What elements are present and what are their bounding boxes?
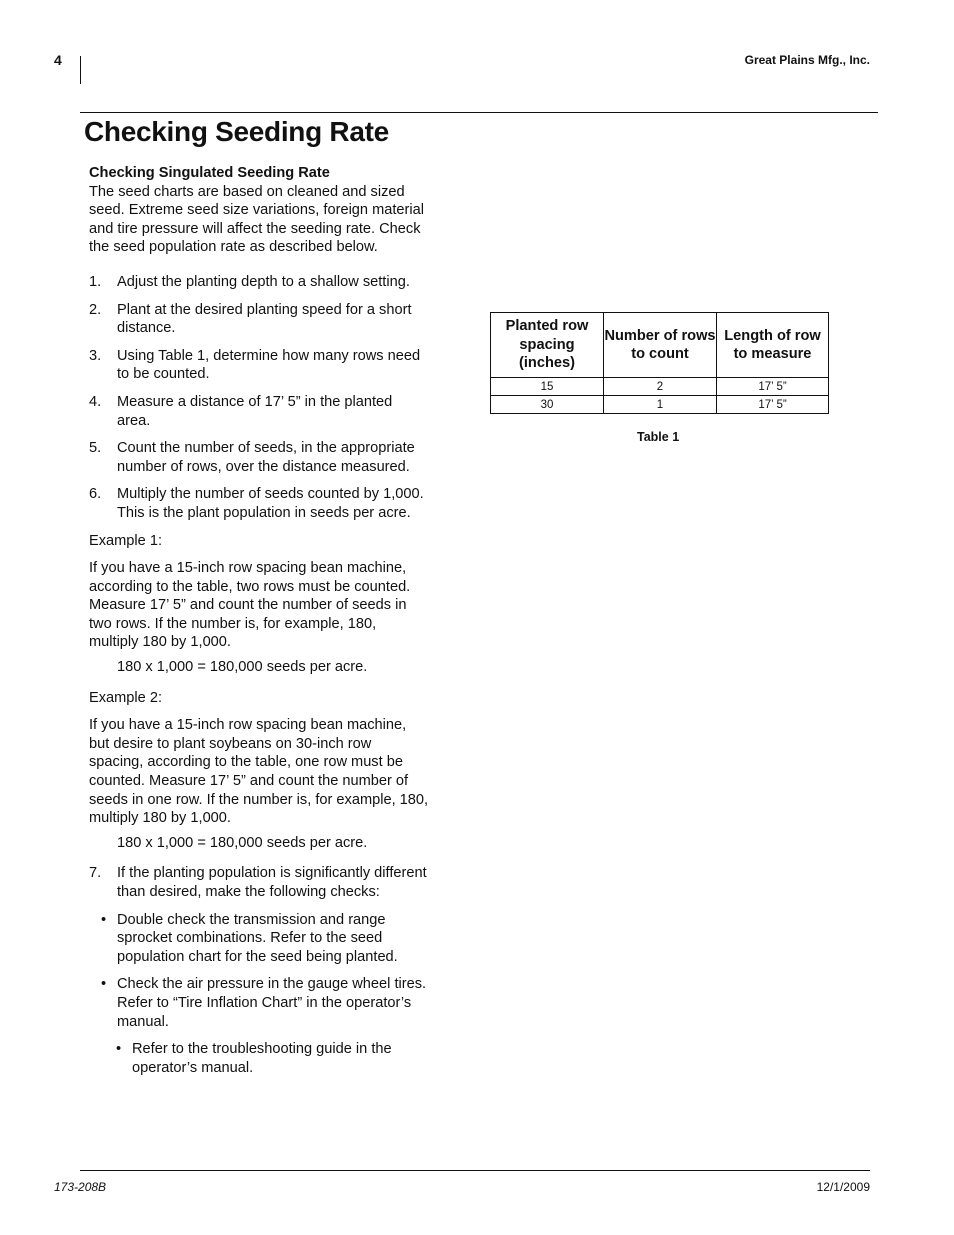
step-item bbox=[89, 301, 429, 338]
step-item bbox=[89, 439, 429, 476]
bullet-text: Refer to the troubleshooting guide in the operator’s manual. bbox=[132, 1041, 392, 1076]
step-item bbox=[89, 485, 429, 522]
step-number: 1. bbox=[89, 273, 102, 290]
step-text: Plant at the desired planting speed for a short distance. bbox=[117, 301, 412, 337]
step-item bbox=[89, 864, 429, 901]
step-text: Adjust the planting depth to a shallow setting. bbox=[117, 273, 410, 290]
step-item bbox=[89, 393, 429, 430]
row-count-table bbox=[490, 312, 829, 414]
intro-paragraph: The seed charts are based on cleaned and sized seed. Extreme seed size variations, foreign material and tire pressure will affect the seeding rate. Check the seed population rate as described below. bbox=[89, 183, 425, 256]
table-cell: 17’ 5” bbox=[717, 378, 829, 396]
step-number: 4. bbox=[89, 393, 102, 410]
example-2-calculation: 180 x 1,000 = 180,000 seeds per acre. bbox=[117, 834, 368, 851]
table-cell: 30 bbox=[491, 396, 604, 414]
step-number: 3. bbox=[89, 347, 102, 364]
body-column bbox=[89, 164, 429, 1086]
step-text: Using Table 1, determine how many rows need to be counted. bbox=[117, 347, 421, 383]
step-text: Count the number of seeds, in the appropriate number of rows, over the distance measured. bbox=[117, 440, 415, 475]
document-date: 12/1/2009 bbox=[816, 1180, 870, 1194]
step-text: Multiply the number of seeds counted by 1,000. This is the plant population in seeds per acre. bbox=[117, 486, 424, 521]
bullet-item bbox=[101, 911, 429, 967]
footer-rule bbox=[80, 1170, 870, 1171]
header-divider bbox=[80, 56, 81, 84]
table-cell: 17’ 5” bbox=[717, 396, 829, 414]
table-row bbox=[491, 396, 829, 414]
sub-bullet-item bbox=[116, 1040, 429, 1077]
table-cell: 1 bbox=[604, 396, 717, 414]
example-1-calculation: 180 x 1,000 = 180,000 seeds per acre. bbox=[117, 659, 368, 676]
table-cell: 2 bbox=[604, 378, 717, 396]
page-number: 4 bbox=[54, 52, 62, 68]
table-row bbox=[491, 378, 829, 396]
bullet-text: Check the air pressure in the gauge wheel tires. Refer to “Tire Inflation Chart” in the operator’s manual. bbox=[117, 976, 427, 1030]
step-item bbox=[89, 273, 429, 292]
step-number: 6. bbox=[89, 486, 102, 503]
column-header: Number of rows to count bbox=[604, 313, 717, 378]
bullet-text: Double check the transmission and range sprocket combinations. Refer to the seed population chart for the seed being planted. bbox=[117, 911, 398, 965]
table-caption: Table 1 bbox=[637, 430, 680, 444]
example-1-text: If you have a 15-inch row spacing bean machine, according to the table, two rows must be counted. Measure 17’ 5” and count the number of seeds in two rows. If the number is, for example, 180, multiply 180 by 1,000. bbox=[89, 560, 411, 651]
column-header: Length of row to measure bbox=[717, 313, 829, 378]
table-header-row bbox=[491, 313, 829, 378]
company-name: Great Plains Mfg., Inc. bbox=[744, 53, 870, 67]
header-rule bbox=[80, 112, 878, 113]
bullet-icon: • bbox=[116, 1041, 122, 1058]
step-item bbox=[89, 347, 429, 384]
example-2-text: If you have a 15-inch row spacing bean machine, but desire to plant soybeans on 30-inch row spacing, according to the table, one row must be counted. Measure 17’ 5” and count the number of seeds in one row. If the number is, for example, 180, multiply 180 by 1,000. bbox=[89, 717, 429, 827]
bullet-icon: • bbox=[101, 911, 107, 928]
bullet-item bbox=[101, 975, 429, 1031]
step-number: 7. bbox=[89, 865, 102, 882]
section-subheading: Checking Singulated Seeding Rate bbox=[89, 165, 330, 181]
example-2-label: Example 2: bbox=[89, 689, 163, 706]
step-number: 2. bbox=[89, 301, 102, 318]
step-text: If the planting population is significantly different than desired, make the following checks: bbox=[117, 865, 427, 900]
column-header: Planted row spacing (inches) bbox=[491, 313, 604, 378]
table-cell: 15 bbox=[491, 378, 604, 396]
bullet-icon: • bbox=[101, 976, 107, 993]
document-number: 173-208B bbox=[54, 1180, 107, 1194]
step-text: Measure a distance of 17’ 5” in the planted area. bbox=[117, 393, 393, 429]
step-number: 5. bbox=[89, 440, 102, 457]
page-title: Checking Seeding Rate bbox=[84, 116, 389, 147]
example-1-label: Example 1: bbox=[89, 532, 163, 549]
